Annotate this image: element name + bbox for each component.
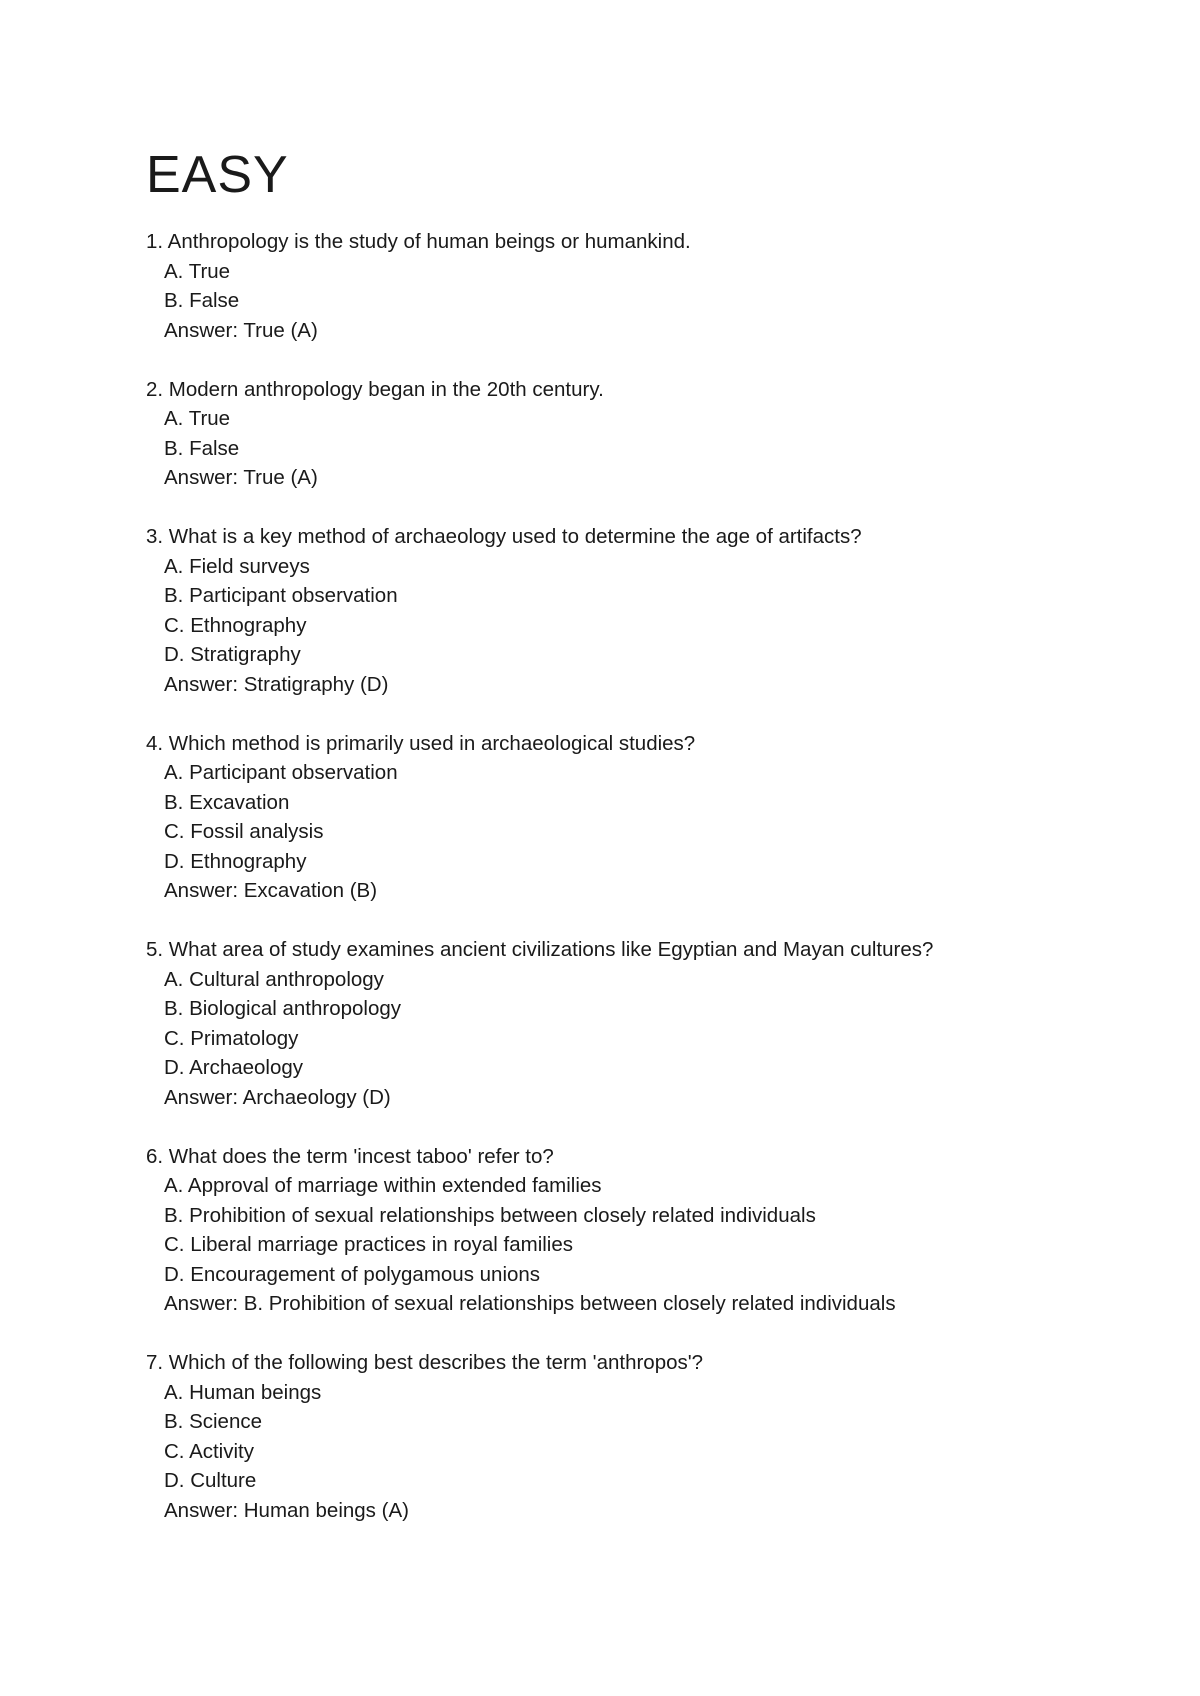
option-c: C. Fossil analysis — [164, 820, 324, 843]
option-a: A. True — [164, 259, 231, 283]
option-b: B. Excavation — [164, 790, 290, 814]
document-page — [146, 142, 1146, 1555]
option-d: D. Ethnography — [164, 849, 307, 873]
option-a: A. Human beings — [164, 1380, 322, 1404]
option-b: B. False — [164, 289, 240, 312]
question-block-2 — [146, 375, 1146, 493]
option-b: B. False — [164, 436, 240, 460]
answer-text: Answer: Human beings (A) — [164, 1498, 409, 1522]
question-text: 1. Anthropology is the study of human beings or humankind. — [146, 230, 691, 253]
option-d: D. Culture — [164, 1469, 257, 1492]
answer-text: Answer: Excavation (B) — [164, 879, 378, 902]
question-block-5 — [146, 935, 1146, 1112]
option-c: C. Liberal marriage practices in royal families — [164, 1233, 574, 1256]
question-text: 2. Modern anthropology began in the 20th century. — [146, 377, 604, 401]
question-text: 3. What is a key method of archaeology used to determine the age of artifacts? — [146, 525, 862, 548]
option-d: D. Encouragement of polygamous unions — [164, 1262, 541, 1286]
question-block-1 — [146, 227, 1146, 345]
page-title: EASY — [146, 146, 289, 204]
answer-text: Answer: B. Prohibition of sexual relationships between closely related individuals — [164, 1292, 896, 1315]
question-text: 5. What area of study examines ancient civilizations like Egyptian and Mayan cultures? — [146, 938, 934, 961]
option-c: C. Activity — [164, 1439, 254, 1463]
answer-text: Answer: Archaeology (D) — [164, 1085, 391, 1109]
question-block-6 — [146, 1142, 1146, 1319]
option-d: D. Archaeology — [164, 1056, 304, 1079]
option-b: B. Biological anthropology — [164, 997, 402, 1020]
option-d: D. Stratigraphy — [164, 643, 301, 666]
option-a: A. Cultural anthropology — [164, 967, 384, 991]
question-text: 6. What does the term 'incest taboo' refer to? — [146, 1144, 554, 1168]
question-block-7 — [146, 1348, 1146, 1525]
question-text: 7. Which of the following best describes the term 'anthropos'? — [146, 1351, 704, 1374]
option-c: C. Primatology — [164, 1026, 299, 1050]
option-a: A. Field surveys — [164, 554, 310, 578]
option-c: C. Ethnography — [164, 613, 307, 637]
question-text: 4. Which method is primarily used in archaeological studies? — [146, 731, 696, 755]
option-b: B. Science — [164, 1410, 262, 1433]
answer-text: Answer: Stratigraphy (D) — [164, 672, 389, 696]
option-a: A. Approval of marriage within extended families — [164, 1174, 602, 1197]
option-b: B. Prohibition of sexual relationships between closely related individuals — [164, 1203, 816, 1227]
option-b: B. Participant observation — [164, 584, 398, 607]
answer-text: Answer: True (A) — [164, 466, 318, 489]
question-block-3 — [146, 522, 1146, 699]
question-block-4 — [146, 729, 1146, 906]
answer-text: Answer: True (A) — [164, 318, 318, 342]
option-a: A. True — [164, 407, 231, 430]
option-a: A. Participant observation — [164, 761, 398, 784]
